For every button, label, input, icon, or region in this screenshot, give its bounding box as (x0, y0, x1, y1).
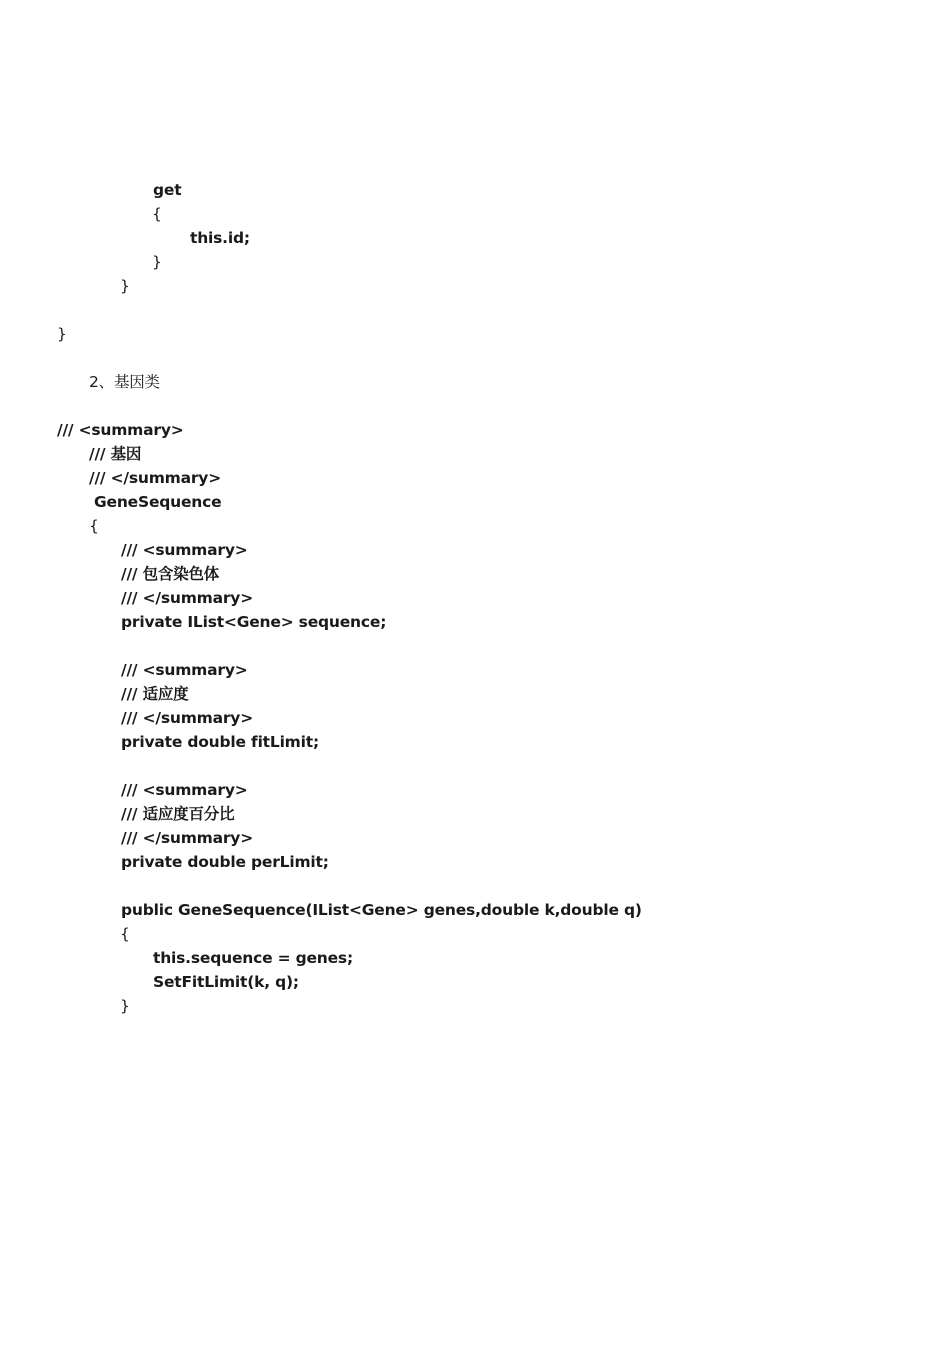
code-line-open-brace: { (152, 205, 162, 223)
code-line-comment: /// 适应度 (121, 685, 189, 703)
code-line-field-fitlimit: private double fitLimit; (121, 733, 319, 751)
code-line-summary-open: /// <summary> (121, 781, 248, 799)
code-line-comment: /// 基因 (89, 445, 142, 463)
code-line-open-brace: { (89, 517, 99, 535)
code-line-close-brace: } (57, 325, 67, 343)
section-heading: 2、基因类 (89, 373, 160, 391)
code-line-close-brace: } (120, 277, 130, 295)
code-line-call-setfitlimit: SetFitLimit(k, q); (153, 973, 299, 991)
code-line-close-brace: } (120, 997, 130, 1015)
code-line-assign-sequence: this.sequence = genes; (153, 949, 353, 967)
code-line-return-id: this.id; (190, 229, 250, 247)
code-line-field-perlimit: private double perLimit; (121, 853, 329, 871)
code-line-class-name: GeneSequence (94, 493, 222, 511)
code-line-summary-close: /// </summary> (121, 829, 253, 847)
code-line-summary-open: /// <summary> (121, 661, 248, 679)
code-line-summary-open: /// <summary> (57, 421, 184, 439)
code-line-field-sequence: private IList<Gene> sequence; (121, 613, 387, 631)
code-line-close-brace: } (152, 253, 162, 271)
code-line-summary-close: /// </summary> (121, 709, 253, 727)
code-line-summary-open: /// <summary> (121, 541, 248, 559)
code-line-constructor: public GeneSequence(IList<Gene> genes,double k,double q) (121, 901, 642, 919)
code-line-comment: /// 适应度百分比 (121, 805, 235, 823)
code-line-open-brace: { (120, 925, 130, 943)
code-line-comment: /// 包含染色体 (121, 565, 220, 583)
code-line-summary-close: /// </summary> (121, 589, 253, 607)
code-line-summary-close: /// </summary> (89, 469, 221, 487)
code-line-get: get (153, 181, 182, 199)
